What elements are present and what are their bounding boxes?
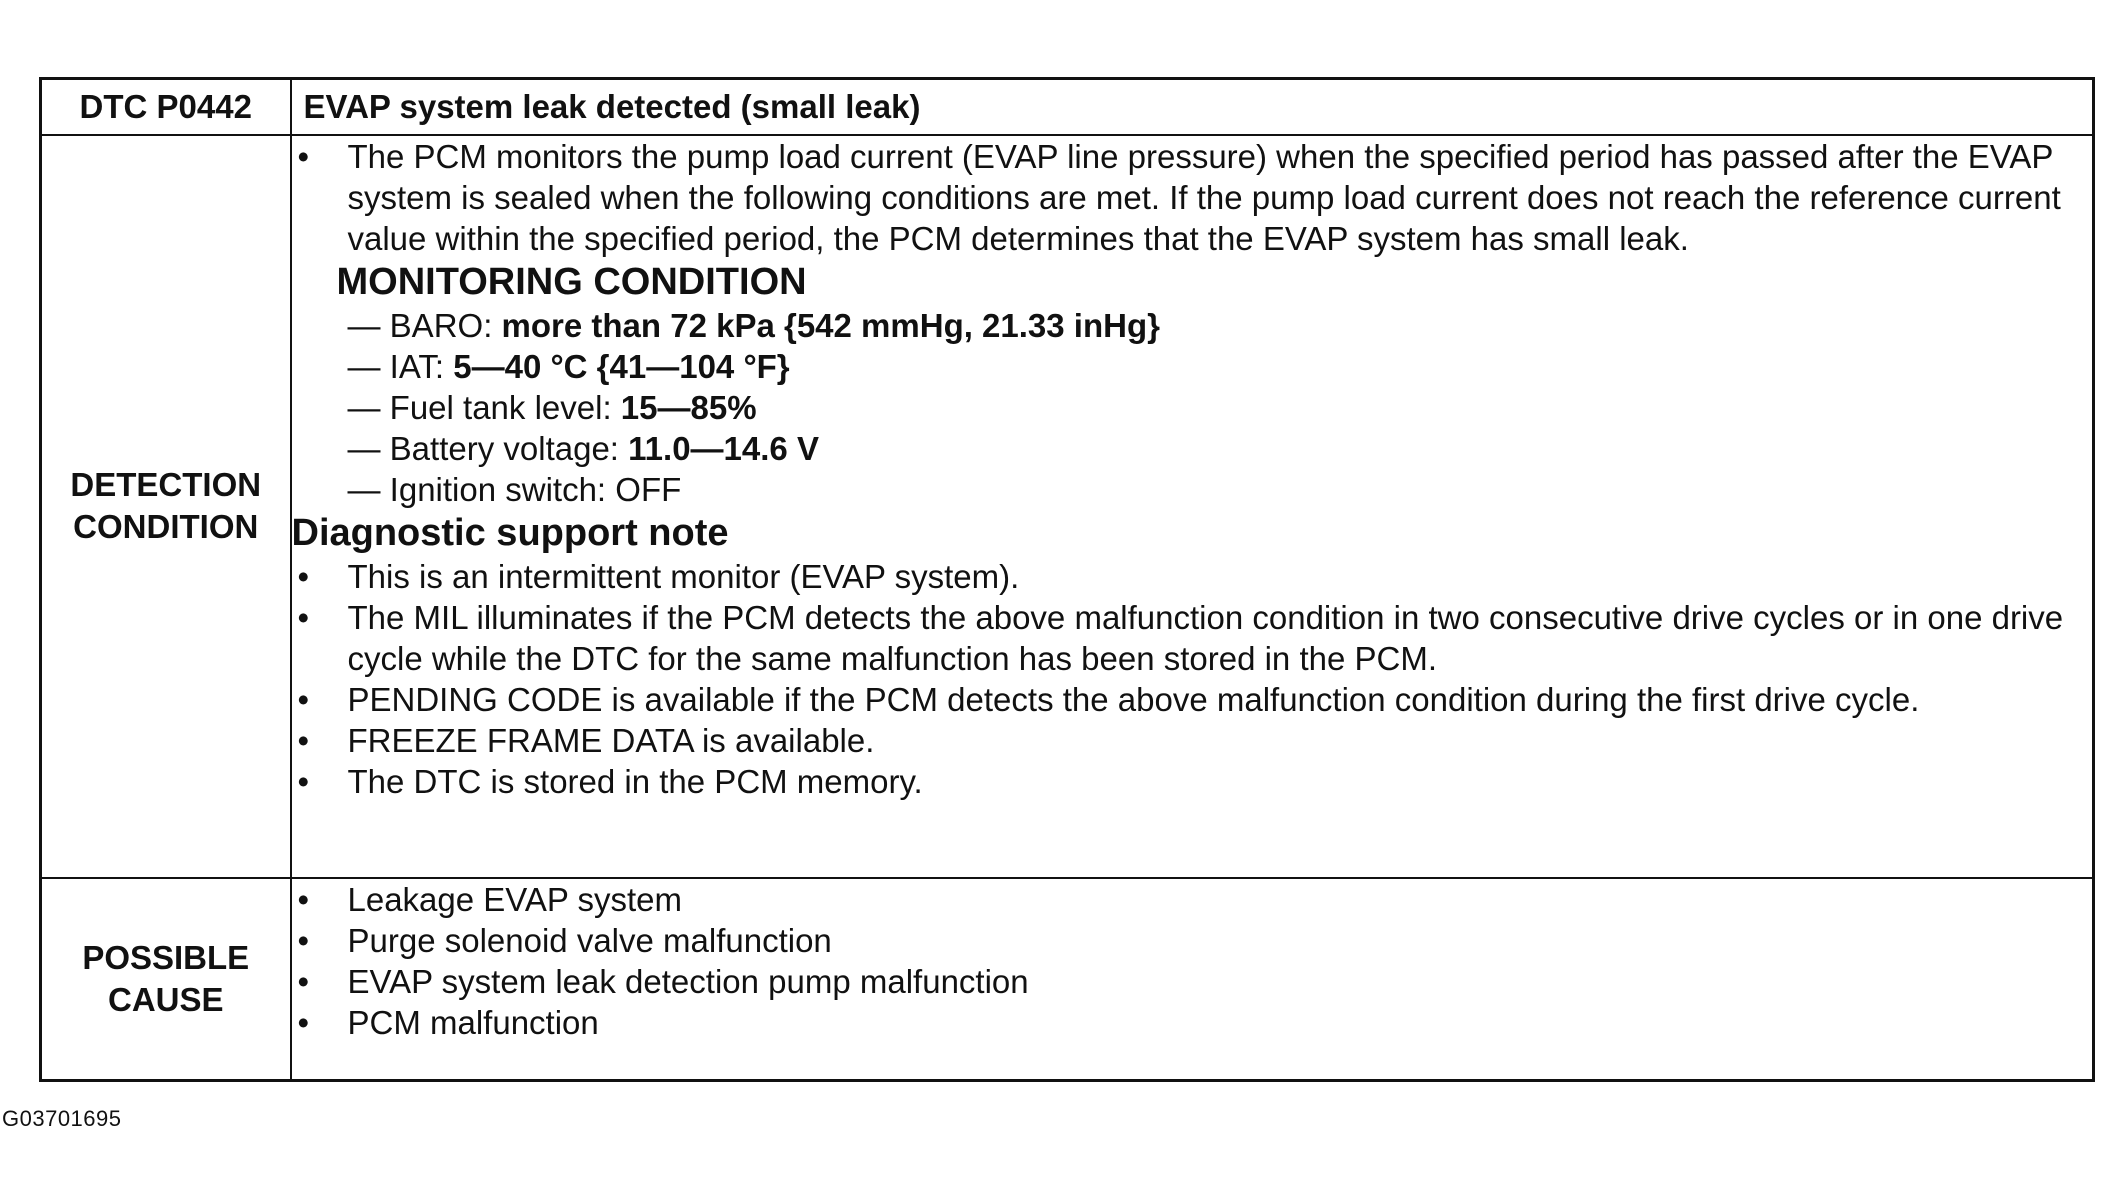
condition-fuel-tank [348,387,2093,428]
causes-label-line2: CAUSE [107,980,224,1018]
detection-label-line2: CONDITION [73,508,259,545]
condition-value: 15—85% [620,388,757,426]
condition-name: — Battery voltage: [347,429,629,467]
condition-ignition [348,469,2093,510]
support-note: • FREEZE FRAME DATA is available. [292,720,2093,761]
condition-value: 11.0—14.6 V [628,429,819,467]
causes-content [291,878,2094,1081]
detection-label [41,135,291,878]
support-note: • PENDING CODE is available if the PCM detects the above malfunction condition during the first drive cycle. [292,679,2093,720]
monitoring-heading: MONITORING CONDITION [336,260,807,303]
causes-label-line1: POSSIBLE [82,938,250,976]
support-note: • This is an intermittent monitor (EVAP system). [292,556,2093,597]
cause-item: • Leakage EVAP system [292,879,2093,920]
condition-value: 5—40 °C {41—104 °F} [453,347,790,385]
support-note: • The DTC is stored in the PCM memory. [292,761,2093,802]
condition-baro [348,305,2093,346]
condition-name: — BARO: [347,306,502,344]
cause-item: • Purge solenoid valve malfunction [292,920,2093,961]
dtc-table [39,77,2095,1082]
detection-label-line1: DETECTION [70,466,262,503]
cause-item: • EVAP system leak detection pump malfunction [292,961,2093,1002]
monitoring-conditions [292,305,2093,510]
header-row [41,79,2094,135]
detection-intro-list [292,136,2093,259]
support-note: • The MIL illuminates if the PCM detects the above malfunction condition in two consecutive drive cycles or in one drive cycle while the DTC for the same malfunction has been stored in the PCM. [292,597,2093,679]
dtc-code: DTC P0442 [41,79,291,135]
figure-id: G03701695 [2,1106,122,1131]
condition-value: more than 72 kPa {542 mmHg, 21.33 inHg} [501,306,1160,344]
detection-content [291,135,2094,878]
causes-list [292,879,2093,1043]
condition-battery [348,428,2093,469]
condition-name: — Fuel tank level: [347,388,621,426]
condition-name: — IAT: [347,347,454,385]
support-heading: Diagnostic support note [291,511,729,554]
causes-row [41,878,2094,1081]
detection-intro: • The PCM monitors the pump load current (EVAP line pressure) when the specified period has passed after the EVAP system is sealed when the following conditions are met. If the pump load current does not reach the reference current value within the specified period, the PCM determines that the EVAP system has small leak. [292,136,2093,259]
detection-row [41,135,2094,878]
condition-name: — Ignition switch: OFF [347,470,682,508]
condition-iat [348,346,2093,387]
causes-label [41,878,291,1081]
cause-item: • PCM malfunction [292,1002,2093,1043]
support-notes [292,556,2093,802]
dtc-title: EVAP system leak detected (small leak) [291,79,2094,135]
